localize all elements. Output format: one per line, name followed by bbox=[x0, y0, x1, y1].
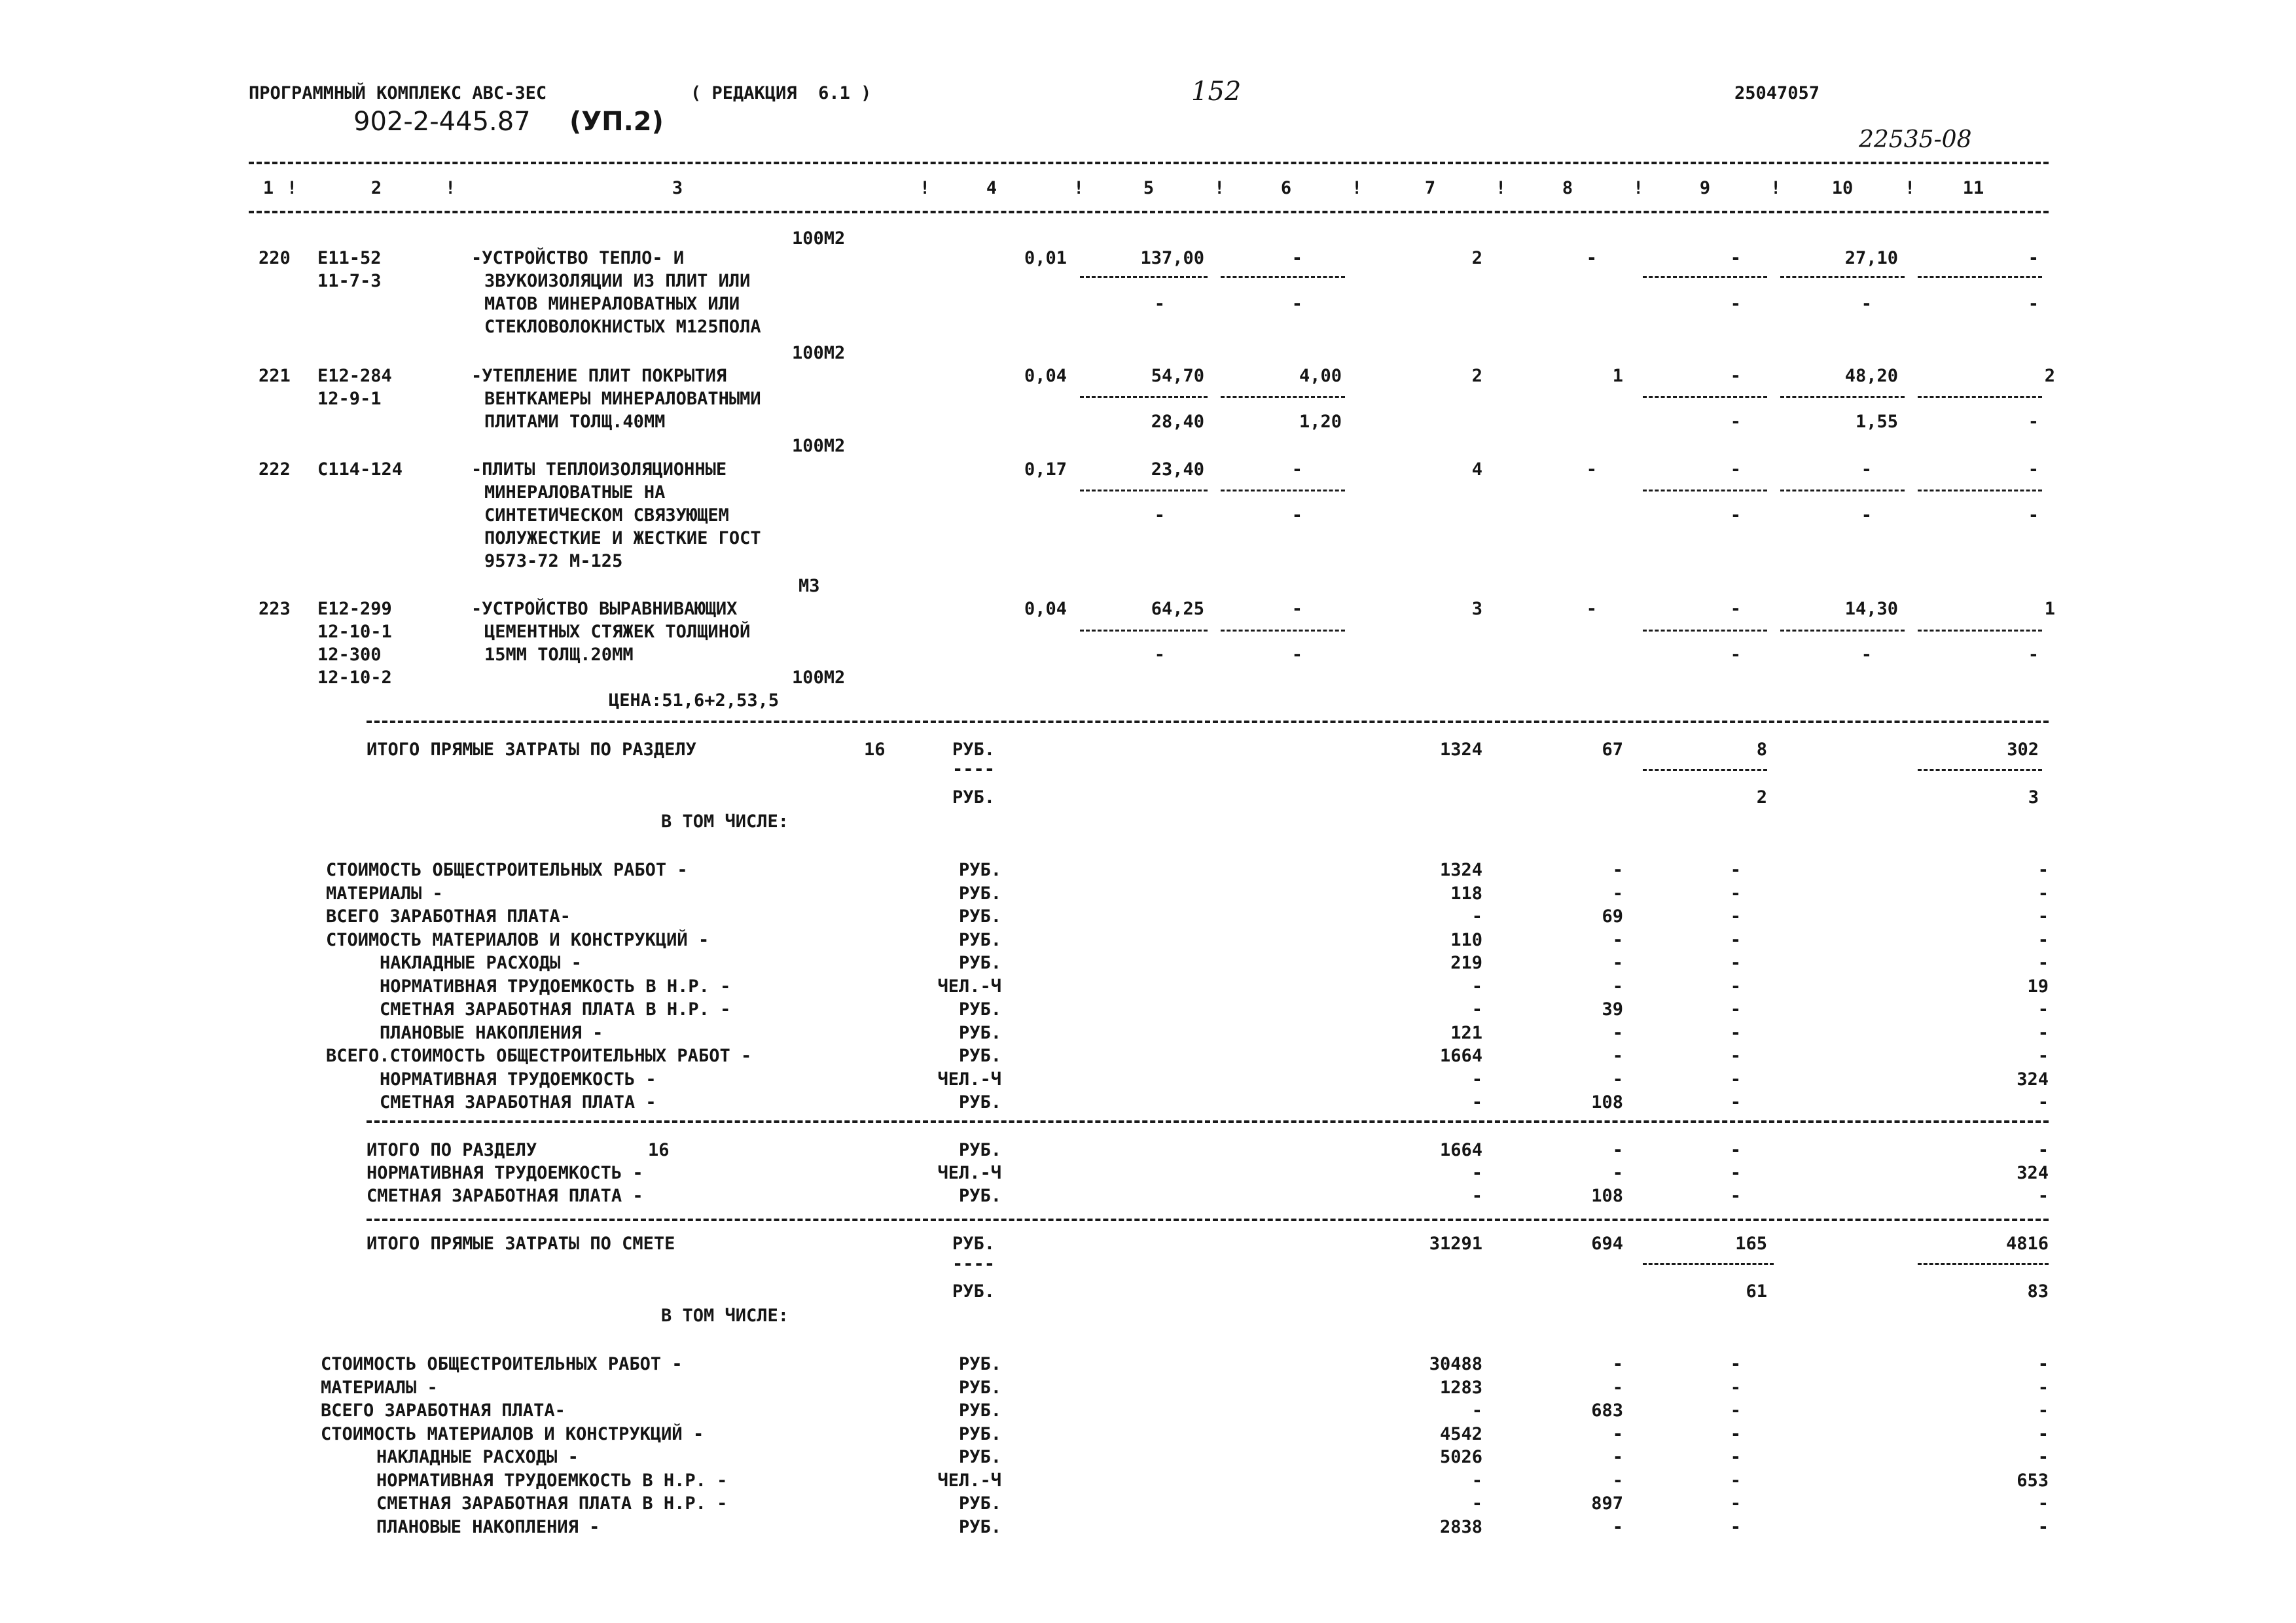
breakdown-col11: - bbox=[2037, 1377, 2049, 1398]
breakdown-unit: ЧЕЛ.-Ч bbox=[937, 976, 1001, 997]
breakdown-label: ПЛАНОВЫЕ НАКОПЛЕНИЯ - bbox=[376, 1516, 600, 1537]
row-description: ВЕНТКАМЕРЫ МИНЕРАЛОВАТНЫМИ bbox=[484, 389, 761, 409]
breakdown-col8: - bbox=[1612, 1447, 1623, 1467]
row-number: 222 bbox=[259, 459, 291, 480]
breakdown-col9: - bbox=[1730, 1423, 1741, 1444]
breakdown-col11: - bbox=[2037, 999, 2049, 1020]
breakdown-col9: - bbox=[1730, 1092, 1741, 1113]
breakdown-col7: - bbox=[1471, 1092, 1482, 1113]
breakdown-col7: 1324 bbox=[1439, 860, 1482, 880]
breakdown-label: НОРМАТИВНАЯ ТРУДОЕМКОСТЬ В Н.Р. - bbox=[376, 1470, 728, 1491]
column-sep: ! bbox=[1352, 178, 1363, 198]
row-description: МИНЕРАЛОВАТНЫЕ НА bbox=[484, 482, 666, 503]
breakdown-col9: - bbox=[1730, 1377, 1741, 1398]
column-header-4: 4 bbox=[986, 178, 997, 198]
breakdown-label: ВСЕГО.СТОИМОСТЬ ОБЩЕСТРОИТЕЛЬНЫХ РАБОТ - bbox=[326, 1046, 752, 1066]
row-col9-sub: - bbox=[1730, 294, 1741, 314]
column-header-2: 2 bbox=[370, 178, 382, 198]
breakdown-col9: - bbox=[1730, 1493, 1741, 1514]
breakdown-col8: - bbox=[1612, 1022, 1623, 1043]
row-description: 9573-72 М-125 bbox=[484, 551, 623, 571]
column-sep: ! bbox=[1905, 178, 1916, 198]
breakdown-col9: - bbox=[1730, 1046, 1741, 1066]
breakdown-col8: - bbox=[1612, 1354, 1623, 1374]
cell-divider bbox=[1918, 630, 2042, 632]
row-col6: - bbox=[1291, 599, 1302, 619]
album-label: (УП.2) bbox=[569, 107, 664, 137]
estimate-total-sub-unit: РУБ. bbox=[952, 1281, 996, 1302]
breakdown-col11: - bbox=[2037, 1400, 2049, 1421]
breakdown-label: СТОИМОСТЬ ОБЩЕСТРОИТЕЛЬНЫХ РАБОТ - bbox=[321, 1354, 683, 1374]
cell-divider bbox=[1643, 276, 1767, 278]
row-description: ПОЛУЖЕСТКИЕ И ЖЕСТКИЕ ГОСТ bbox=[484, 528, 761, 548]
row-col7: 2 bbox=[1471, 366, 1482, 386]
breakdown-col7: - bbox=[1471, 999, 1482, 1020]
row-col11-sub: - bbox=[2028, 294, 2039, 314]
breakdown-label: СТОИМОСТЬ МАТЕРИАЛОВ И КОНСТРУКЦИЙ - bbox=[321, 1423, 704, 1444]
row-number: 221 bbox=[259, 366, 291, 386]
breakdown-label: ПЛАНОВЫЕ НАКОПЛЕНИЯ - bbox=[380, 1022, 603, 1043]
summary-section-number: 16 bbox=[648, 1140, 670, 1160]
breakdown-col8: - bbox=[1612, 860, 1623, 880]
section-total-label: ИТОГО ПРЯМЫЕ ЗАТРАТЫ ПО РАЗДЕЛУ bbox=[367, 740, 696, 760]
cell-divider bbox=[1780, 276, 1905, 278]
breakdown-unit: РУБ. bbox=[958, 883, 1001, 904]
estimate-total-unit: РУБ. bbox=[952, 1234, 996, 1254]
row-col9-sub: - bbox=[1730, 412, 1741, 432]
breakdown-col8: 897 bbox=[1591, 1493, 1623, 1514]
breakdown-col7: 1283 bbox=[1439, 1377, 1482, 1398]
row-col10: 14,30 bbox=[1844, 599, 1898, 619]
row-code: 12-300 bbox=[317, 645, 382, 665]
row-col11-sub: - bbox=[2028, 412, 2039, 432]
row-code: 12-10-2 bbox=[317, 668, 392, 688]
row-col6-sub: - bbox=[1291, 505, 1302, 526]
row-description: ПЛИТАМИ ТОЛЩ.40ММ bbox=[484, 412, 666, 432]
row-col9: - bbox=[1730, 459, 1741, 480]
column-header-9: 9 bbox=[1699, 178, 1711, 198]
cell-divider bbox=[1780, 490, 1905, 491]
breakdown-col9: - bbox=[1730, 1447, 1741, 1467]
row-col11: - bbox=[2028, 459, 2039, 480]
edition-label: ( РЕДАКЦИЯ 6.1 ) bbox=[691, 83, 872, 103]
breakdown-col11: - bbox=[2037, 860, 2049, 880]
summary-col8: - bbox=[1612, 1140, 1623, 1160]
row-col6-sub: - bbox=[1291, 294, 1302, 314]
breakdown-col11: 653 bbox=[2017, 1470, 2049, 1491]
row-description: -ПЛИТЫ ТЕПЛОИЗОЛЯЦИОННЫЕ bbox=[471, 459, 727, 480]
breakdown-col11: - bbox=[2037, 1493, 2049, 1514]
breakdown-col7: - bbox=[1471, 1069, 1482, 1090]
row-col6: - bbox=[1291, 248, 1302, 268]
summary-col7: - bbox=[1471, 1186, 1482, 1206]
row-col11: - bbox=[2028, 248, 2039, 268]
row-col5: 137,00 bbox=[1140, 248, 1204, 268]
breakdown-col7: - bbox=[1471, 1493, 1482, 1514]
cell-divider bbox=[1918, 490, 2042, 491]
breakdown-col8: - bbox=[1612, 953, 1623, 973]
breakdown-col7: 110 bbox=[1450, 929, 1482, 950]
row-code: С114-124 bbox=[317, 459, 403, 480]
breakdown-col7: - bbox=[1471, 1470, 1482, 1491]
row-code: 12-10-1 bbox=[317, 622, 392, 642]
breakdown-col8: - bbox=[1612, 1470, 1623, 1491]
row-code: 12-9-1 bbox=[317, 389, 382, 409]
column-header-5: 5 bbox=[1143, 178, 1155, 198]
section-total-col7: 1324 bbox=[1439, 740, 1482, 760]
rule-section-top bbox=[367, 721, 2049, 723]
row-col10: - bbox=[1861, 459, 1872, 480]
cell-divider bbox=[1080, 630, 1208, 632]
unit-divider: ---- bbox=[952, 1254, 996, 1274]
breakdown-label: СТОИМОСТЬ ОБЩЕСТРОИТЕЛЬНЫХ РАБОТ - bbox=[326, 860, 688, 880]
row-code: Е12-284 bbox=[317, 366, 392, 386]
cell-divider bbox=[1080, 276, 1208, 278]
breakdown-unit: РУБ. bbox=[958, 1400, 1001, 1421]
breakdown-unit: РУБ. bbox=[958, 860, 1001, 880]
breakdown-col8: - bbox=[1612, 1516, 1623, 1537]
row-unit: М3 bbox=[798, 576, 820, 596]
row-col5-sub: - bbox=[1154, 505, 1165, 526]
summary-col11: 324 bbox=[2017, 1163, 2049, 1183]
row-col9: - bbox=[1730, 248, 1741, 268]
summary-col7: - bbox=[1471, 1163, 1482, 1183]
row-price-note: ЦЕНА:51,6+2,53,5 bbox=[609, 690, 780, 711]
column-sep: ! bbox=[1633, 178, 1644, 198]
breakdown-label: МАТЕРИАЛЫ - bbox=[321, 1377, 438, 1398]
cell-divider bbox=[1780, 396, 1905, 398]
row-code: Е12-299 bbox=[317, 599, 392, 619]
breakdown-label: НОРМАТИВНАЯ ТРУДОЕМКОСТЬ - bbox=[380, 1069, 656, 1090]
row-quantity: 0,17 bbox=[1024, 459, 1067, 480]
cell-divider bbox=[1918, 1263, 2049, 1265]
breakdown-col8: - bbox=[1612, 1423, 1623, 1444]
breakdown-unit: РУБ. bbox=[958, 1092, 1001, 1113]
breakdown-unit: РУБ. bbox=[958, 1423, 1001, 1444]
column-header-10: 10 bbox=[1831, 178, 1854, 198]
summary-label: ИТОГО ПО РАЗДЕЛУ bbox=[367, 1140, 537, 1160]
breakdown-unit: РУБ. bbox=[958, 999, 1001, 1020]
breakdown-unit: РУБ. bbox=[958, 1377, 1001, 1398]
breakdown-col11: - bbox=[2037, 883, 2049, 904]
summary-col11: - bbox=[2037, 1140, 2049, 1160]
row-code: 11-7-3 bbox=[317, 271, 382, 291]
row-description: -УСТРОЙСТВО ТЕПЛО- И bbox=[471, 248, 685, 268]
breakdown-col7: - bbox=[1471, 1400, 1482, 1421]
breakdown-col11: - bbox=[2037, 1447, 2049, 1467]
breakdown-col11: - bbox=[2037, 1423, 2049, 1444]
row-quantity: 0,04 bbox=[1024, 366, 1067, 386]
row-col11: 2 bbox=[2044, 366, 2055, 386]
row-col10: 48,20 bbox=[1844, 366, 1898, 386]
archive-stamp: 22535-08 bbox=[1859, 126, 1972, 153]
row-col6-sub: 1,20 bbox=[1299, 412, 1342, 432]
breakdown-col7: 5026 bbox=[1439, 1447, 1482, 1467]
section-total-col9: 8 bbox=[1756, 740, 1767, 760]
estimate-total-col11-sub: 83 bbox=[2027, 1281, 2049, 1302]
row-col10-sub: - bbox=[1861, 645, 1872, 665]
summary-col9: - bbox=[1730, 1186, 1741, 1206]
cell-divider bbox=[1643, 769, 1767, 771]
including-heading: В ТОМ ЧИСЛЕ: bbox=[661, 1306, 789, 1326]
summary-label: НОРМАТИВНАЯ ТРУДОЕМКОСТЬ - bbox=[367, 1163, 643, 1183]
breakdown-col8: - bbox=[1612, 976, 1623, 997]
breakdown-label: НАКЛАДНЫЕ РАСХОДЫ - bbox=[380, 953, 582, 973]
breakdown-col8: 683 bbox=[1591, 1400, 1623, 1421]
summary-col11: - bbox=[2037, 1186, 2049, 1206]
project-code: 902-2-445.87 bbox=[353, 107, 531, 137]
column-sep: ! bbox=[920, 178, 931, 198]
section-total-unit: РУБ. bbox=[952, 740, 996, 760]
row-col8: - bbox=[1586, 459, 1597, 480]
row-description: СТЕКЛОВОЛОКНИСТЫХ М125ПОЛА bbox=[484, 317, 761, 337]
cell-divider bbox=[1918, 276, 2042, 278]
row-col6: 4,00 bbox=[1299, 366, 1342, 386]
row-number: 223 bbox=[259, 599, 291, 619]
breakdown-col9: - bbox=[1730, 1400, 1741, 1421]
breakdown-col11: - bbox=[2037, 906, 2049, 927]
row-col6-sub: - bbox=[1291, 645, 1302, 665]
cell-divider bbox=[1221, 396, 1345, 398]
breakdown-col7: 30488 bbox=[1429, 1354, 1482, 1374]
breakdown-col9: - bbox=[1730, 953, 1741, 973]
column-sep: ! bbox=[287, 178, 298, 198]
section-total-col8: 67 bbox=[1602, 740, 1623, 760]
row-col11: 1 bbox=[2044, 599, 2055, 619]
breakdown-label: СМЕТНАЯ ЗАРАБОТНАЯ ПЛАТА В Н.Р. - bbox=[376, 1493, 728, 1514]
breakdown-col9: - bbox=[1730, 1516, 1741, 1537]
breakdown-unit: ЧЕЛ.-Ч bbox=[937, 1470, 1001, 1491]
breakdown-unit: РУБ. bbox=[958, 1046, 1001, 1066]
breakdown-col8: - bbox=[1612, 883, 1623, 904]
cell-divider bbox=[1643, 1263, 1774, 1265]
breakdown-col9: - bbox=[1730, 883, 1741, 904]
row-col10-sub: - bbox=[1861, 294, 1872, 314]
breakdown-col9: - bbox=[1730, 976, 1741, 997]
row-description: -УТЕПЛЕНИЕ ПЛИТ ПОКРЫТИЯ bbox=[471, 366, 727, 386]
breakdown-col11: - bbox=[2037, 953, 2049, 973]
column-sep: ! bbox=[1770, 178, 1782, 198]
breakdown-col7: 118 bbox=[1450, 883, 1482, 904]
breakdown-col11: - bbox=[2037, 1046, 2049, 1066]
breakdown-label: МАТЕРИАЛЫ - bbox=[326, 883, 443, 904]
section-total-number: 16 bbox=[864, 740, 886, 760]
cell-divider bbox=[1221, 630, 1345, 632]
row-col5: 64,25 bbox=[1151, 599, 1204, 619]
breakdown-col7: 219 bbox=[1450, 953, 1482, 973]
breakdown-col9: - bbox=[1730, 860, 1741, 880]
breakdown-col8: - bbox=[1612, 1046, 1623, 1066]
column-header-6: 6 bbox=[1280, 178, 1292, 198]
row-col10-sub: - bbox=[1861, 505, 1872, 526]
breakdown-col9: - bbox=[1730, 1470, 1741, 1491]
cell-divider bbox=[1080, 396, 1208, 398]
cell-divider bbox=[1221, 276, 1345, 278]
breakdown-col9: - bbox=[1730, 1069, 1741, 1090]
breakdown-col7: - bbox=[1471, 976, 1482, 997]
row-col9: - bbox=[1730, 599, 1741, 619]
cell-divider bbox=[1643, 490, 1767, 491]
breakdown-unit: ЧЕЛ.-Ч bbox=[937, 1069, 1001, 1090]
estimate-total-col7: 31291 bbox=[1429, 1234, 1482, 1254]
rule-header-bottom bbox=[249, 211, 2049, 213]
breakdown-label: СТОИМОСТЬ МАТЕРИАЛОВ И КОНСТРУКЦИЙ - bbox=[326, 929, 709, 950]
row-unit: 100М2 bbox=[792, 343, 846, 363]
estimate-total-col11: 4816 bbox=[2005, 1234, 2049, 1254]
row-col8: - bbox=[1586, 248, 1597, 268]
row-col10: 27,10 bbox=[1844, 248, 1898, 268]
row-col5: 23,40 bbox=[1151, 459, 1204, 480]
breakdown-col11: - bbox=[2037, 1354, 2049, 1374]
row-code: Е11-52 bbox=[317, 248, 382, 268]
breakdown-col7: 121 bbox=[1450, 1022, 1482, 1043]
breakdown-col11: 19 bbox=[2027, 976, 2049, 997]
row-col8: 1 bbox=[1612, 366, 1623, 386]
section-total-col11-sub: 3 bbox=[2028, 787, 2039, 808]
row-col6: - bbox=[1291, 459, 1302, 480]
breakdown-label: СМЕТНАЯ ЗАРАБОТНАЯ ПЛАТА - bbox=[380, 1092, 656, 1113]
breakdown-unit: РУБ. bbox=[958, 906, 1001, 927]
row-col7: 2 bbox=[1471, 248, 1482, 268]
breakdown-col7: 2838 bbox=[1439, 1516, 1482, 1537]
rule-breakdown1-bottom bbox=[367, 1120, 2049, 1123]
row-description: СИНТЕТИЧЕСКОМ СВЯЗУЮЩЕМ bbox=[484, 505, 729, 526]
breakdown-unit: РУБ. bbox=[958, 1354, 1001, 1374]
breakdown-col9: - bbox=[1730, 999, 1741, 1020]
row-col8: - bbox=[1586, 599, 1597, 619]
breakdown-col9: - bbox=[1730, 1354, 1741, 1374]
breakdown-label: НАКЛАДНЫЕ РАСХОДЫ - bbox=[376, 1447, 579, 1467]
row-unit: 100М2 bbox=[792, 228, 846, 249]
estimate-total-col8: 694 bbox=[1591, 1234, 1623, 1254]
row-quantity: 0,04 bbox=[1024, 599, 1067, 619]
row-col7: 3 bbox=[1471, 599, 1482, 619]
summary-col9: - bbox=[1730, 1163, 1741, 1183]
row-unit: 100М2 bbox=[792, 436, 846, 456]
row-number: 220 bbox=[259, 248, 291, 268]
breakdown-label: СМЕТНАЯ ЗАРАБОТНАЯ ПЛАТА В Н.Р. - bbox=[380, 999, 731, 1020]
summary-unit: ЧЕЛ.-Ч bbox=[937, 1163, 1001, 1183]
row-description: ЦЕМЕНТНЫХ СТЯЖЕК ТОЛЩИНОЙ bbox=[484, 622, 751, 642]
breakdown-label: ВСЕГО ЗАРАБОТНАЯ ПЛАТА- bbox=[326, 906, 571, 927]
breakdown-col8: 108 bbox=[1591, 1092, 1623, 1113]
row-col9-sub: - bbox=[1730, 645, 1741, 665]
section-total-col9-sub: 2 bbox=[1756, 787, 1767, 808]
breakdown-col8: 39 bbox=[1602, 999, 1623, 1020]
row-quantity: 0,01 bbox=[1024, 248, 1067, 268]
row-col5-sub: - bbox=[1154, 294, 1165, 314]
summary-col8: 108 bbox=[1591, 1186, 1623, 1206]
summary-col8: - bbox=[1612, 1163, 1623, 1183]
including-heading: В ТОМ ЧИСЛЕ: bbox=[661, 812, 789, 832]
cell-divider bbox=[1643, 630, 1767, 632]
column-header-3: 3 bbox=[672, 178, 683, 198]
breakdown-col7: 4542 bbox=[1439, 1423, 1482, 1444]
column-sep: ! bbox=[1214, 178, 1225, 198]
row-description: ЗВУКОИЗОЛЯЦИИ ИЗ ПЛИТ ИЛИ bbox=[484, 271, 751, 291]
breakdown-col8: 69 bbox=[1602, 906, 1623, 927]
row-col11-sub: - bbox=[2028, 645, 2039, 665]
breakdown-col7: - bbox=[1471, 906, 1482, 927]
estimate-total-label: ИТОГО ПРЯМЫЕ ЗАТРАТЫ ПО СМЕТЕ bbox=[367, 1234, 675, 1254]
column-sep: ! bbox=[445, 178, 456, 198]
breakdown-unit: РУБ. bbox=[958, 1022, 1001, 1043]
column-header-8: 8 bbox=[1562, 178, 1573, 198]
breakdown-col11: 324 bbox=[2017, 1069, 2049, 1090]
breakdown-unit: РУБ. bbox=[958, 1516, 1001, 1537]
cell-divider bbox=[1221, 490, 1345, 491]
estimate-total-col9-sub: 61 bbox=[1746, 1281, 1767, 1302]
cell-divider bbox=[1918, 396, 2042, 398]
breakdown-col11: - bbox=[2037, 929, 2049, 950]
row-col10-sub: 1,55 bbox=[1855, 412, 1898, 432]
breakdown-col8: - bbox=[1612, 1069, 1623, 1090]
breakdown-col11: - bbox=[2037, 1092, 2049, 1113]
section-total-sub-unit: РУБ. bbox=[952, 787, 996, 808]
row-col9-sub: - bbox=[1730, 505, 1741, 526]
breakdown-unit: РУБ. bbox=[958, 1493, 1001, 1514]
column-header-11: 11 bbox=[1962, 178, 1984, 198]
document-code: 25047057 bbox=[1734, 83, 1820, 103]
rule-top bbox=[249, 162, 2049, 164]
breakdown-col8: - bbox=[1612, 1377, 1623, 1398]
row-description: 15ММ ТОЛЩ.20ММ bbox=[484, 645, 634, 665]
cell-divider bbox=[1080, 490, 1208, 491]
breakdown-col11: - bbox=[2037, 1022, 2049, 1043]
breakdown-col9: - bbox=[1730, 1022, 1741, 1043]
row-col5: 54,70 bbox=[1151, 366, 1204, 386]
breakdown-col11: - bbox=[2037, 1516, 2049, 1537]
breakdown-col9: - bbox=[1730, 906, 1741, 927]
row-col5-sub: - bbox=[1154, 645, 1165, 665]
row-description: -УСТРОЙСТВО ВЫРАВНИВАЮЩИХ bbox=[471, 599, 738, 619]
breakdown-unit: РУБ. bbox=[958, 1447, 1001, 1467]
breakdown-col8: - bbox=[1612, 929, 1623, 950]
program-title: ПРОГРАММНЫЙ КОМПЛЕКС АВС-3ЕС bbox=[249, 83, 547, 103]
unit-divider: ---- bbox=[952, 759, 996, 779]
row-description: МАТОВ МИНЕРАЛОВАТНЫХ ИЛИ bbox=[484, 294, 740, 314]
section-total-col11: 302 bbox=[2007, 740, 2039, 760]
estimate-total-col9: 165 bbox=[1735, 1234, 1767, 1254]
column-sep: ! bbox=[1073, 178, 1085, 198]
cell-divider bbox=[1780, 630, 1905, 632]
cell-divider bbox=[1643, 396, 1767, 398]
summary-label: СМЕТНАЯ ЗАРАБОТНАЯ ПЛАТА - bbox=[367, 1186, 643, 1206]
summary-unit: РУБ. bbox=[958, 1186, 1001, 1206]
breakdown-col7: 1664 bbox=[1439, 1046, 1482, 1066]
row-unit: 100М2 bbox=[792, 668, 846, 688]
column-header-7: 7 bbox=[1424, 178, 1436, 198]
row-col11-sub: - bbox=[2028, 505, 2039, 526]
summary-col7: 1664 bbox=[1439, 1140, 1482, 1160]
column-sep: ! bbox=[1496, 178, 1507, 198]
row-col7: 4 bbox=[1471, 459, 1482, 480]
breakdown-col9: - bbox=[1730, 929, 1741, 950]
rule-summary-bottom bbox=[367, 1219, 2049, 1221]
summary-col9: - bbox=[1730, 1140, 1741, 1160]
page-number: 152 bbox=[1191, 77, 1242, 107]
summary-unit: РУБ. bbox=[958, 1140, 1001, 1160]
column-header-1: 1 bbox=[262, 178, 274, 198]
row-col5-sub: 28,40 bbox=[1151, 412, 1204, 432]
row-col9: - bbox=[1730, 366, 1741, 386]
breakdown-unit: РУБ. bbox=[958, 953, 1001, 973]
cell-divider bbox=[1918, 769, 2042, 771]
breakdown-label: ВСЕГО ЗАРАБОТНАЯ ПЛАТА- bbox=[321, 1400, 565, 1421]
breakdown-unit: РУБ. bbox=[958, 929, 1001, 950]
breakdown-label: НОРМАТИВНАЯ ТРУДОЕМКОСТЬ В Н.Р. - bbox=[380, 976, 731, 997]
